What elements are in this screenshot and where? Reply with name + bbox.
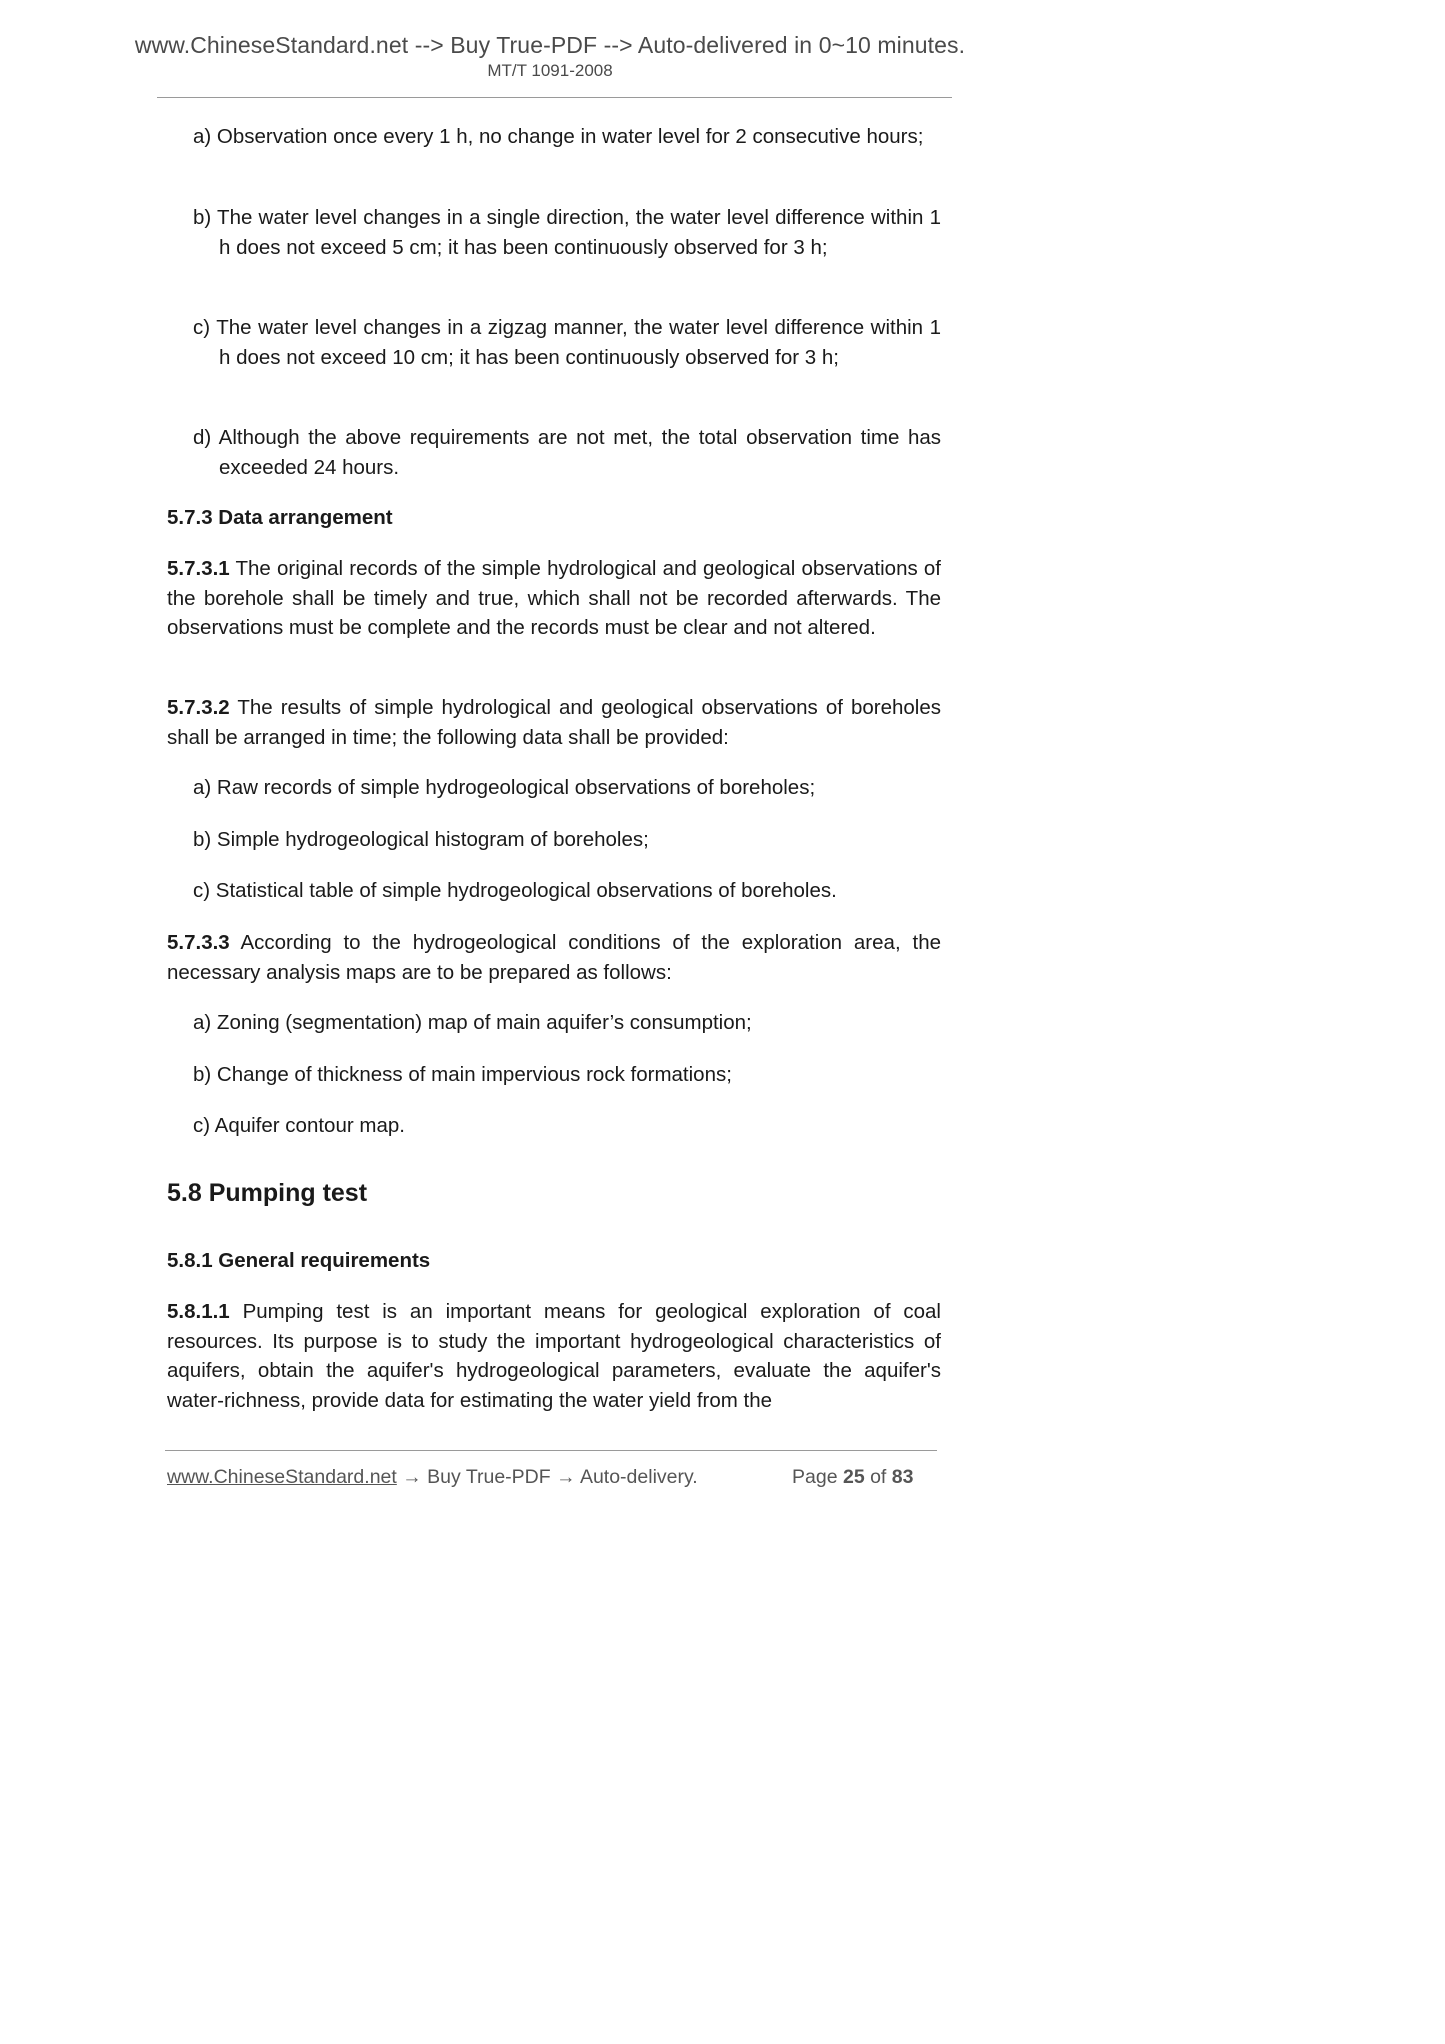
list-item: b) Change of thickness of main impervious rock formations; (193, 1063, 732, 1086)
clause-5-7-3-2 (167, 693, 941, 752)
site-banner[interactable]: www.ChineseStandard.net --> Buy True-PDF --> Auto-delivered in 0~10 minutes. (134, 32, 966, 58)
clause-text: The results of simple hydrological and geological observations of boreholes shall be arranged in time; the following data shall be provided: (167, 696, 941, 749)
section-heading-5-8: 5.8 Pumping test (167, 1179, 368, 1207)
list-item: a) Raw records of simple hydrogeological observations of boreholes; (193, 776, 816, 799)
header-divider (157, 97, 952, 98)
page-header (0, 30, 1100, 82)
subsection-heading-5-8-1: 5.8.1 General requirements (167, 1249, 431, 1272)
clause-text: According to the hydrogeological conditions of the exploration area, the necessary analysis maps are to be prepared as follows: (167, 931, 941, 984)
clause-number: 5.7.3.1 (167, 557, 230, 580)
list-item: a) Observation once every 1 h, no change in water level for 2 consecutive hours; (193, 125, 924, 148)
clause-number: 5.7.3.2 (167, 696, 230, 719)
clause-number: 5.7.3.3 (167, 931, 230, 954)
list-item: c) Statistical table of simple hydrogeological observations of boreholes. (193, 879, 837, 902)
clause-text: Pumping test is an important means for geological exploration of coal resources. Its purpose is to study the important hydrogeological characteristics of aquifers, obtain the aquifer's hydrogeological parameters, evaluate the aquifer's water-richness, provide data for estimating the water yield from the (167, 1300, 941, 1412)
subsection-heading-5-7-3: 5.7.3 Data arrangement (167, 506, 393, 529)
of-label: of (864, 1466, 892, 1488)
list-item: b) Simple hydrogeological histogram of boreholes; (193, 828, 649, 851)
page-label: Page (792, 1466, 843, 1488)
list-item: c) The water level changes in a zigzag manner, the water level difference within 1 h does not exceed 10 cm; it has been continuously observed for 3 h; (193, 316, 941, 369)
clause-5-7-3-3 (167, 928, 941, 987)
total-pages-number: 83 (891, 1466, 914, 1488)
clause-5-8-1-1 (167, 1297, 941, 1415)
footer-tagline: → Buy True-PDF → Auto-delivery. (396, 1466, 698, 1488)
clause-number: 5.8.1.1 (167, 1300, 230, 1323)
footer-site-link[interactable]: www.ChineseStandard.net (167, 1466, 397, 1488)
page-footer (167, 1464, 937, 1490)
footer-divider (165, 1450, 937, 1451)
standard-code: MT/T 1091-2008 (487, 61, 613, 80)
list-item: d) Although the above requirements are not met, the total observation time has exceeded 24 hours. (193, 426, 941, 479)
clause-text: The original records of the simple hydrological and geological observations of the borehole shall be timely and true, which shall not be recorded afterwards. The observations must be complete and the records must be clear and not altered. (167, 557, 941, 639)
page-indicator (792, 1464, 913, 1490)
list-item: c) Aquifer contour map. (193, 1114, 405, 1137)
list-item: a) Zoning (segmentation) map of main aquifer’s consumption; (193, 1011, 752, 1034)
clause-5-7-3-1 (167, 554, 941, 643)
list-item: b) The water level changes in a single direction, the water level difference within 1 h does not exceed 5 cm; it has been continuously observed for 3 h; (193, 206, 941, 259)
current-page-number: 25 (842, 1466, 865, 1488)
